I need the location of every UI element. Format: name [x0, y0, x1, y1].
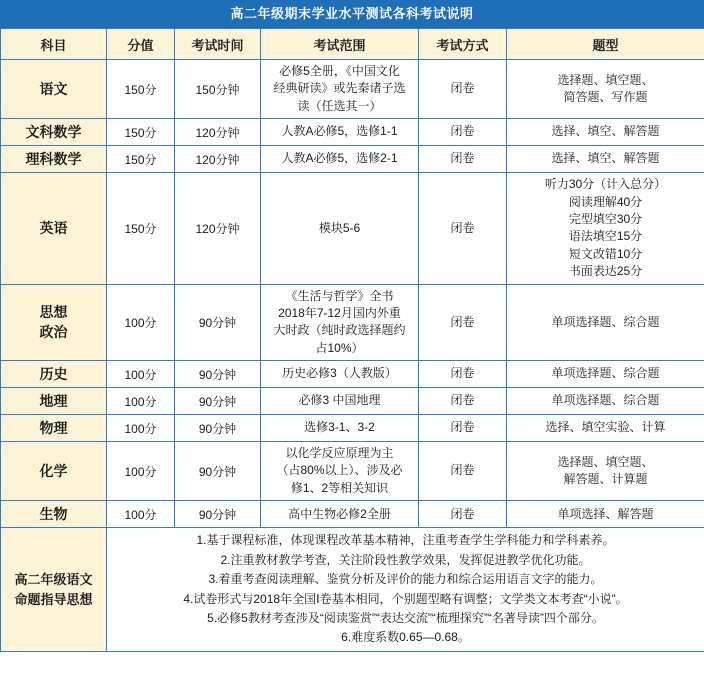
subject-cell: 语文 [1, 60, 107, 119]
question-types-cell: 选择、填空实验、计算 [507, 415, 704, 442]
score-cell: 100分 [107, 415, 175, 442]
column-header-scope: 考试范围 [261, 29, 419, 60]
table-row [1, 60, 704, 119]
duration-cell: 90分钟 [175, 284, 261, 361]
column-header-duration: 考试时间 [175, 29, 261, 60]
method-cell: 闭卷 [419, 60, 507, 119]
header-row [1, 29, 704, 60]
column-header-score: 分值 [107, 29, 175, 60]
guidance-label: 高二年级语文 命题指导思想 [1, 528, 107, 652]
column-header-subject: 科目 [1, 29, 107, 60]
table-row [1, 146, 704, 173]
subject-cell: 思想 政治 [1, 284, 107, 361]
table-row [1, 361, 704, 388]
duration-cell: 90分钟 [175, 388, 261, 415]
guidance-row [1, 528, 704, 652]
table-row [1, 415, 704, 442]
score-cell: 100分 [107, 361, 175, 388]
question-types-cell: 选择、填空、解答题 [507, 146, 704, 173]
scope-cell: 以化学反应原理为主 （占80%以上）、涉及必 修1、2等相关知识 [261, 442, 419, 501]
guidance-text: 1.基于课程标准，体现课程改革基本精神，注重考查学生学科能力和学科素养。 2.注重教材教学考查，关注阶段性教学效果，发挥促进教学优化功能。 3.着重考查阅读理解、鉴赏分析及评价的能力和综合运用语言文字的能力。 4.试卷形式与2018年全国Ⅰ卷基本相同，个别题型略有调整；文学类文本考查“小说”。 5.必修5教材考查涉及“阅读鉴赏”“表达交流”“梳理探究”“名著导读”四个部分。 6.难度系数0.65—0.68。 [107, 528, 704, 652]
table-header [1, 29, 704, 60]
duration-cell: 120分钟 [175, 146, 261, 173]
method-cell: 闭卷 [419, 501, 507, 528]
question-types-cell: 听力30分（计入总分） 阅读理解40分 完型填空30分 语法填空15分 短文改错10分 书面表达25分 [507, 173, 704, 284]
scope-cell: 人教A必修5，选修2-1 [261, 146, 419, 173]
subject-cell: 英语 [1, 173, 107, 284]
duration-cell: 90分钟 [175, 501, 261, 528]
question-types-cell: 选择、填空、解答题 [507, 119, 704, 146]
method-cell: 闭卷 [419, 173, 507, 284]
scope-cell: 历史必修3（人教版） [261, 361, 419, 388]
table-body [1, 60, 704, 652]
table-row [1, 442, 704, 501]
question-types-cell: 单项选择题、综合题 [507, 361, 704, 388]
duration-cell: 90分钟 [175, 361, 261, 388]
subject-cell: 文科数学 [1, 119, 107, 146]
table-row [1, 119, 704, 146]
scope-cell: 模块5-6 [261, 173, 419, 284]
scope-cell: 高中生物必修2全册 [261, 501, 419, 528]
question-types-cell: 单项选择题、综合题 [507, 388, 704, 415]
method-cell: 闭卷 [419, 415, 507, 442]
score-cell: 150分 [107, 119, 175, 146]
column-header-types: 题型 [507, 29, 704, 60]
question-types-cell: 单项选择题、综合题 [507, 284, 704, 361]
method-cell: 闭卷 [419, 119, 507, 146]
subject-cell: 生物 [1, 501, 107, 528]
question-types-cell: 选择题、填空题、 简答题、写作题 [507, 60, 704, 119]
scope-cell: 必修5全册，《中国文化 经典研读》或先秦诸子选 读（任选其一） [261, 60, 419, 119]
page-title: 高二年级期末学业水平测试各科考试说明 [0, 0, 704, 28]
subject-cell: 历史 [1, 361, 107, 388]
column-header-method: 考试方式 [419, 29, 507, 60]
subject-cell: 理科数学 [1, 146, 107, 173]
score-cell: 150分 [107, 146, 175, 173]
method-cell: 闭卷 [419, 146, 507, 173]
scope-cell: 选修3-1、3-2 [261, 415, 419, 442]
subject-cell: 化学 [1, 442, 107, 501]
score-cell: 150分 [107, 173, 175, 284]
method-cell: 闭卷 [419, 388, 507, 415]
table-row [1, 173, 704, 284]
duration-cell: 90分钟 [175, 415, 261, 442]
duration-cell: 120分钟 [175, 173, 261, 284]
question-types-cell: 单项选择、解答题 [507, 501, 704, 528]
scope-cell: 《生活与哲学》全书 2018年7-12月国内外重 大时政（纯时政选择题约 占10%） [261, 284, 419, 361]
method-cell: 闭卷 [419, 361, 507, 388]
duration-cell: 120分钟 [175, 119, 261, 146]
score-cell: 150分 [107, 60, 175, 119]
duration-cell: 90分钟 [175, 442, 261, 501]
question-types-cell: 选择题、填空题、 解答题、计算题 [507, 442, 704, 501]
scope-cell: 必修3 中国地理 [261, 388, 419, 415]
table-row [1, 284, 704, 361]
table-row [1, 501, 704, 528]
subject-cell: 地理 [1, 388, 107, 415]
score-cell: 100分 [107, 388, 175, 415]
subject-cell: 物理 [1, 415, 107, 442]
table-row [1, 388, 704, 415]
score-cell: 100分 [107, 442, 175, 501]
duration-cell: 150分钟 [175, 60, 261, 119]
method-cell: 闭卷 [419, 442, 507, 501]
exam-spec-table [0, 28, 704, 652]
score-cell: 100分 [107, 501, 175, 528]
score-cell: 100分 [107, 284, 175, 361]
method-cell: 闭卷 [419, 284, 507, 361]
scope-cell: 人教A必修5，选修1-1 [261, 119, 419, 146]
